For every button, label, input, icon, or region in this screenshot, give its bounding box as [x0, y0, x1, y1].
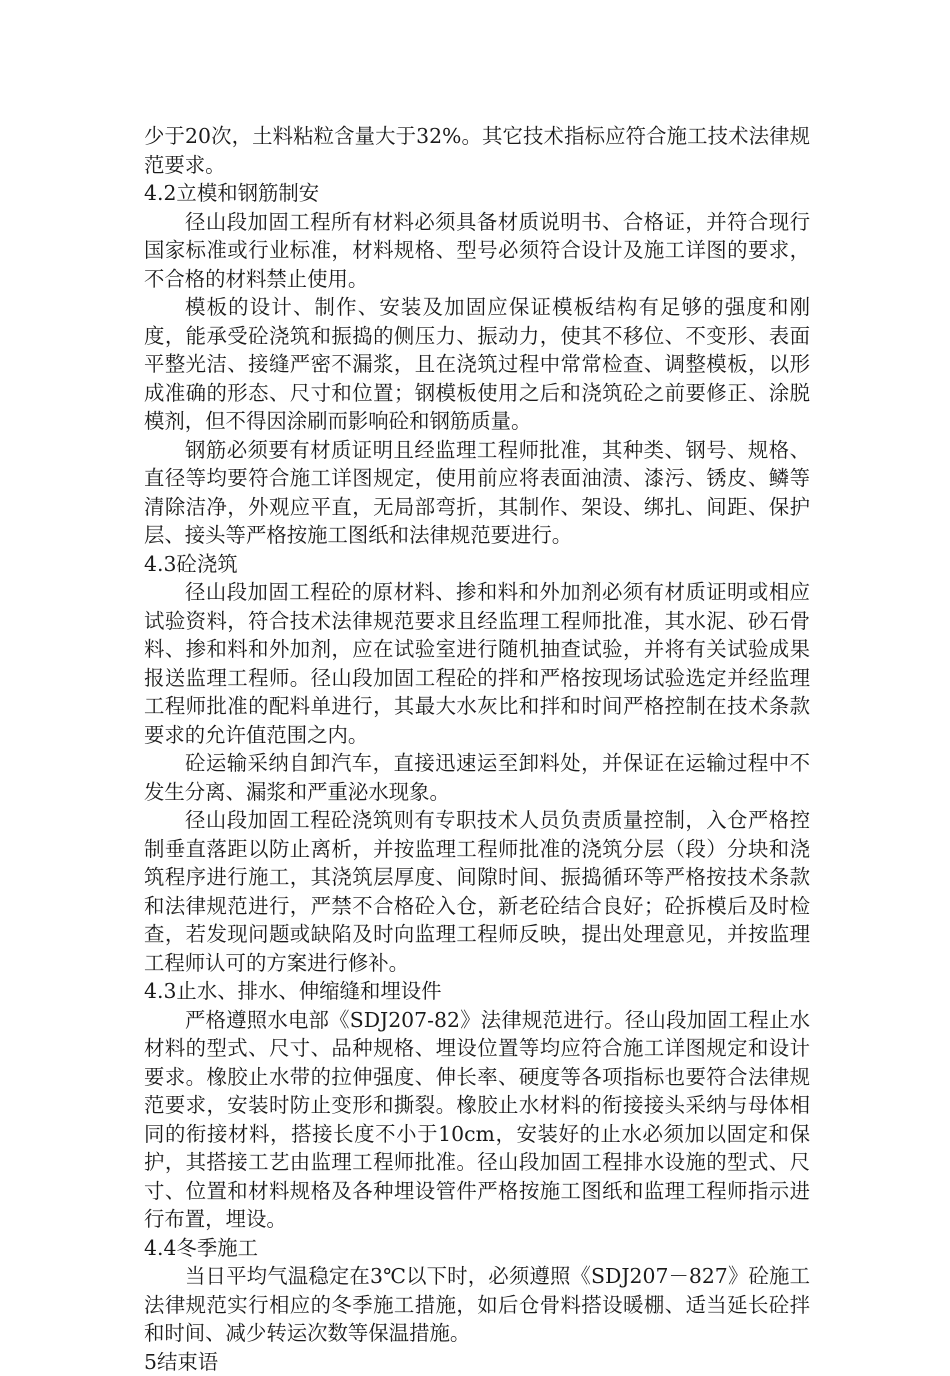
- paragraph: 模板的设计、制作、安装及加固应保证模板结构有足够的强度和刚度，能承受砼浇筑和振捣的侧压力、振动力，使其不移位、不变形、表面平整光洁、接缝严密不漏浆，且在浇筑过程中常常检查、调整模板，以形成准确的形态、尺寸和位置；钢模板使用之后和浇筑砼之前要修正、涂脱模剂，但不得因涂刷而影响砼和钢筋质量。: [144, 293, 810, 436]
- section-heading-5: 5结束语: [144, 1348, 810, 1376]
- document-body: [144, 122, 810, 1376]
- section-heading-4-4: 4.4冬季施工: [144, 1234, 810, 1263]
- section-heading-4-3b: 4.3止水、排水、伸缩缝和埋设件: [144, 977, 810, 1006]
- paragraph: 钢筋必须要有材质证明且经监理工程师批准，其种类、钢号、规格、直径等均要符合施工详图规定，使用前应将表面油渍、漆污、锈皮、鳞等清除洁净，外观应平直，无局部弯折，其制作、架设、绑扎、间距、保护层、接头等严格按施工图纸和法律规范要进行。: [144, 436, 810, 550]
- paragraph: 径山段加固工程砼的原材料、掺和料和外加剂必须有材质证明或相应试验资料，符合技术法律规范要求且经监理工程师批准，其水泥、砂石骨料、掺和料和外加剂，应在试验室进行随机抽查试验，并将有关试验成果报送监理工程师。径山段加固工程砼的拌和严格按现场试验选定并经监理工程师批准的配料单进行，其最大水灰比和拌和时间严格控制在技术条款要求的允许值范围之内。: [144, 578, 810, 749]
- paragraph: 砼运输采纳自卸汽车，直接迅速运至卸料处，并保证在运输过程中不发生分离、漏浆和严重泌水现象。: [144, 749, 810, 806]
- paragraph: 严格遵照水电部《SDJ207-82》法律规范进行。径山段加固工程止水材料的型式、尺寸、品种规格、埋设位置等均应符合施工详图规定和设计要求。橡胶止水带的拉伸强度、伸长率、硬度等各项指标也要符合法律规范要求，安装时防止变形和撕裂。橡胶止水材料的衔接接头采纳与母体相同的衔接材料，搭接长度不小于10cm，安装好的止水必须加以固定和保护，其搭接工艺由监理工程师批准。径山段加固工程排水设施的型式、尺寸、位置和材料规格及各种埋设管件严格按施工图纸和监理工程师指示进行布置，埋设。: [144, 1006, 810, 1234]
- paragraph-continued: 少于20次，土料粘粒含量大于32%。其它技术指标应符合施工技术法律规范要求。: [144, 122, 810, 179]
- paragraph: 径山段加固工程砼浇筑则有专职技术人员负责质量控制，入仓严格控制垂直落距以防止离析，并按监理工程师批准的浇筑分层（段）分块和浇筑程序进行施工，其浇筑层厚度、间隙时间、振捣循环等严格按技术条款和法律规范进行，严禁不合格砼入仓，新老砼结合良好；砼拆模后及时检查，若发现问题或缺陷及时向监理工程师反映，提出处理意见，并按监理工程师认可的方案进行修补。: [144, 806, 810, 977]
- section-heading-4-3: 4.3砼浇筑: [144, 550, 810, 579]
- section-heading-4-2: 4.2立模和钢筋制安: [144, 179, 810, 208]
- paragraph: 当日平均气温稳定在3℃以下时，必须遵照《SDJ207－827》砼施工法律规范实行相应的冬季施工措施，如后仓骨料搭设暖棚、适当延长砼拌和时间、减少转运次数等保温措施。: [144, 1262, 810, 1348]
- paragraph: 径山段加固工程所有材料必须具备材质说明书、合格证，并符合现行国家标准或行业标准，材料规格、型号必须符合设计及施工详图的要求，不合格的材料禁止使用。: [144, 208, 810, 294]
